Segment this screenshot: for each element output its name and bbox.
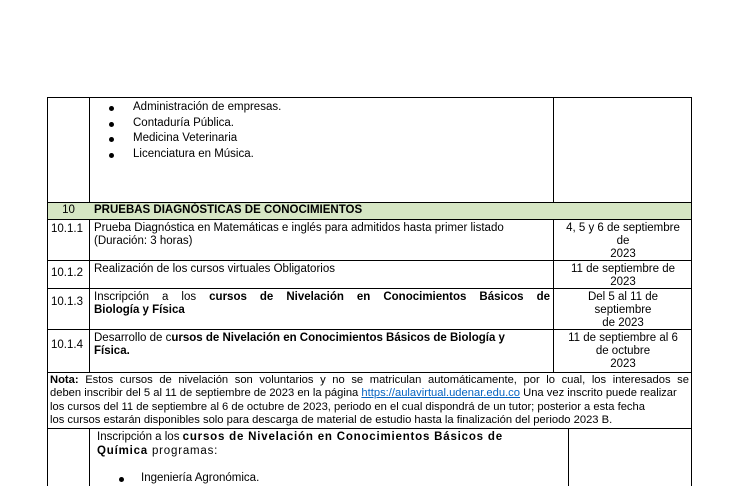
row-description: Inscripción a los cursos de Nivelación en Conocimientos Básicos de Biología y Física [94, 291, 550, 316]
program-list-top [89, 100, 281, 162]
bullet-icon [109, 137, 114, 142]
row-date: 11 de septiembre al 6 de octubre 2023 [568, 332, 678, 370]
bullet-icon [109, 153, 114, 158]
row-line-6 [47, 372, 692, 373]
col-divider-bottom-right [568, 428, 569, 486]
row-id: 10.1.4 [51, 339, 83, 351]
bullet-icon [109, 106, 114, 111]
row-date: 4, 5 y 6 de septiembre de 2023 [566, 222, 680, 260]
row-date: Del 5 al 11 de septiembre de 2023 [587, 291, 659, 329]
row-line-1 [47, 202, 692, 203]
row-line-7 [47, 428, 692, 429]
program-list-bottom [97, 471, 259, 487]
row-description: Realización de los cursos virtuales Obligatorios [94, 263, 335, 275]
row-id: 10.1.1 [51, 223, 83, 235]
row-line-2 [47, 219, 692, 220]
row-date: 11 de septiembre de 2023 [571, 263, 675, 288]
list-item: Ingeniería Agronómica. [97, 471, 259, 487]
row-id: 10.1.3 [51, 296, 83, 308]
bottom-description: Inscripción a los cursos de Nivelación en Conocimientos Básicos de Química programas: [97, 431, 503, 457]
bullet-icon [109, 122, 114, 127]
col-divider-date [553, 97, 554, 202]
row-id: 10.1.2 [51, 267, 83, 279]
list-item: Medicina Veterinaria [89, 131, 281, 147]
list-item: Licenciatura en Música. [89, 147, 281, 163]
note-label: Nota: [50, 374, 79, 386]
table-border-top [47, 97, 692, 98]
col-divider-bottom-left [89, 428, 90, 486]
col-divider-date-2 [553, 219, 554, 372]
list-item: Contaduría Pública. [89, 116, 281, 132]
section-title: PRUEBAS DIAGNÓSTICAS DE CONOCIMIENTOS [94, 204, 363, 216]
list-item: Administración de empresas. [89, 100, 281, 116]
section-number: 10 [62, 204, 75, 216]
aulavirtual-link[interactable]: https://aulavirtual.udenar.edu.co [361, 387, 521, 400]
bullet-icon [119, 477, 124, 482]
note-block: Nota: Estos cursos de nivelación son voluntarios y no se matriculan automáticamente, por lo cual, los interesados se deben inscribir del 5 al 11 de septiembre de 2023 en la página https://aulavirtual.udenar.edu.co Una vez inscrito puede realizar los cursos del 11 de septiembre al 6 de octubre de 2023, periodo en el cual dispondrá de un tutor; posterior a esta fecha los cursos estarán disponibles solo para descarga de material de estudio hasta la finalización del periodo 2023 B. [50, 374, 689, 427]
row-description: Desarrollo de cursos de Nivelación en Conocimientos Básicos de Biología y Física. [94, 332, 505, 357]
row-description: Prueba Diagnóstica en Matemáticas e inglés para admitidos hasta primer listado (Duración: 3 horas) [94, 222, 504, 247]
